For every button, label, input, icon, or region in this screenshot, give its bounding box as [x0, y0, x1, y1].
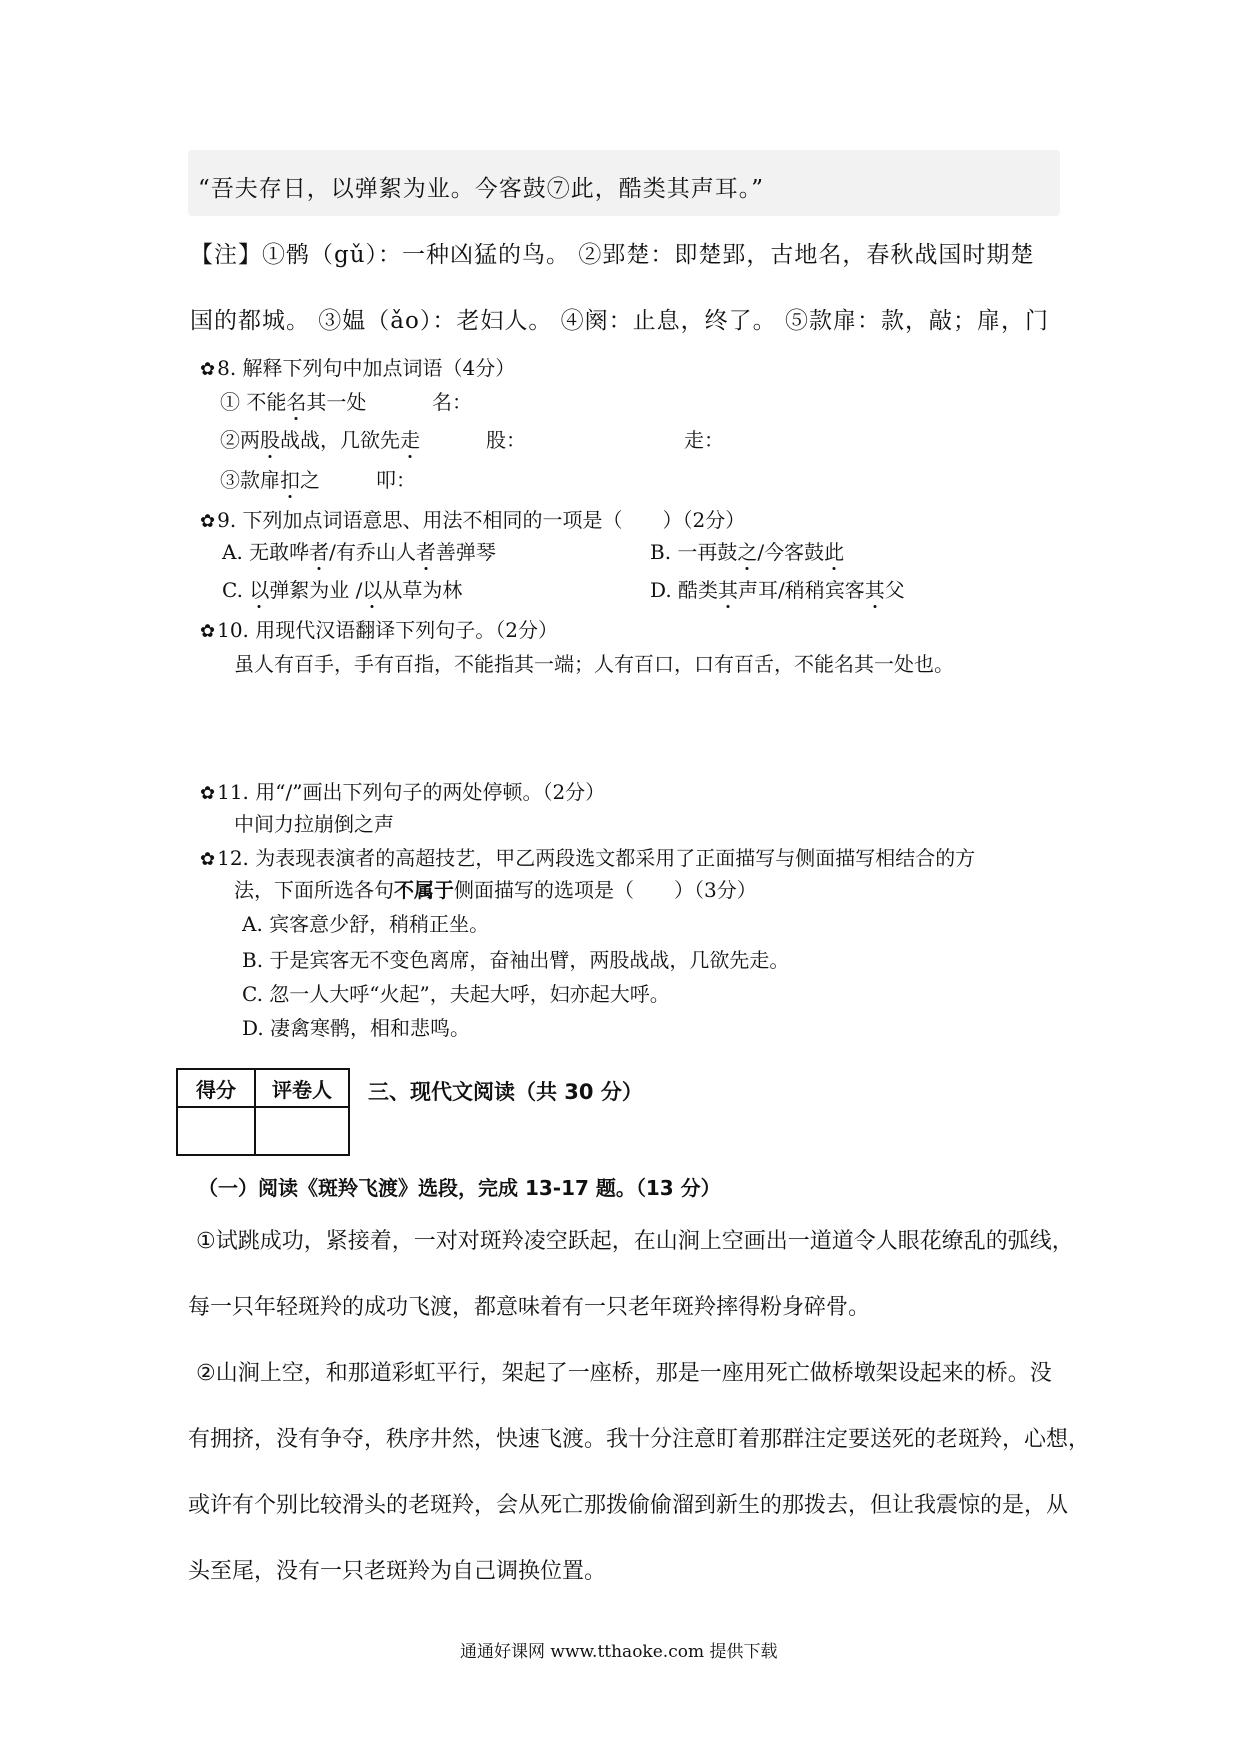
passage-p2-line-2: 有拥挤，没有争夺，秩序井然，快速飞渡。我十分注意盯着那群注定要送死的老斑羚，心想， [188, 1427, 1091, 1452]
passage-p2-line-1: ②山涧上空，和那道彩虹平行，架起了一座桥，那是一座用死亡做桥墩架设起来的桥。没 [196, 1361, 1052, 1386]
star-icon: ✿ [200, 511, 216, 532]
footer-source: 通通好课网 www.tthaoke.com 提供下载 [460, 1642, 778, 1662]
question-10-title: ✿ 10. 用现代汉语翻译下列句子。（2分） [200, 618, 558, 642]
subsection-1-title: （一）阅读《斑羚飞渡》选段，完成 13-17 题。（13 分） [198, 1176, 721, 1200]
star-icon: ✿ [200, 359, 216, 380]
star-icon: ✿ [200, 849, 216, 870]
question-8-title: ✿ 8. 解释下列句中加点词语（4分） [200, 356, 516, 380]
question-8-item-2: ②两股战战，几欲先走 [220, 428, 420, 452]
question-12-option-d: D. 凄禽寒鹘，相和悲鸣。 [242, 1016, 471, 1040]
section-3-title: 三、现代文阅读（共 30 分） [368, 1080, 643, 1104]
star-icon: ✿ [200, 621, 216, 642]
dotted-word: 名 [286, 390, 307, 414]
dotted-word: 扣 [280, 468, 300, 492]
answer-label-kou: 叩： [376, 468, 416, 492]
question-9-option-c: C. 以弹絮为业 /以从草为林 [222, 578, 463, 602]
question-12-title-line-1: ✿ 12. 为表现表演者的高超技艺，甲乙两段选文都采用了正面描写与侧面描写相结合的方 [200, 846, 976, 870]
passage-p1-line-2: 每一只年轻斑羚的成功飞渡，都意味着有一只老年斑羚摔得粉身碎骨。 [188, 1295, 871, 1320]
question-12-option-a: A. 宾客意少舒，稍稍正坐。 [242, 912, 490, 936]
question-12-title-line-2: 法，下面所选各句不属于侧面描写的选项是（ ）（3分） [234, 878, 757, 902]
question-8-item-1: ① 不能名其一处 [220, 390, 367, 414]
grader-cell [255, 1107, 349, 1155]
passage-p1-line-1: ①试跳成功，紧接着，一对对斑羚凌空跃起，在山涧上空画出一道道令人眼花缭乱的弧线， [196, 1229, 1074, 1254]
dotted-word: 股 [260, 428, 280, 452]
passage-p2-line-4: 头至尾，没有一只老斑羚为自己调换位置。 [188, 1559, 607, 1584]
question-10-sentence: 虽人有百手，手有百指，不能指其一端；人有百口，口有百舌，不能名其一处也。 [234, 652, 954, 676]
question-12-option-b: B. 于是宾客无不变色离席，奋袖出臂，两股战战，几欲先走。 [242, 948, 790, 972]
question-9-option-d: D. 酷类其声耳/稍稍宾客其父 [650, 578, 905, 602]
star-icon: ✿ [200, 783, 216, 804]
grader-header: 评卷人 [255, 1069, 349, 1107]
score-table [176, 1068, 350, 1156]
question-9-option-b: B. 一再鼓之/今客鼓此 [650, 540, 845, 564]
answer-label-zou: 走： [684, 428, 724, 452]
passage-quote: “吾夫存日，以弹絮为业。今客鼓⑦此，酷类其声耳。” [198, 176, 765, 202]
notes-line-2: 国的都城。 ③媪（ǎo）：老妇人。 ④阕：止息，终了。 ⑤款扉：款，敲；扉，门 [190, 308, 1049, 334]
question-11-title: ✿ 11. 用“/”画出下列句子的两处停顿。（2分） [200, 780, 606, 804]
question-11-sentence: 中间力拉崩倒之声 [234, 812, 394, 836]
question-12-option-c: C. 忽一人大呼“火起”，夫起大呼，妇亦起大呼。 [242, 982, 670, 1006]
passage-p2-line-3: 或许有个别比较滑头的老斑羚，会从死亡那拨偷偷溜到新生的那拨去，但让我震惊的是，从 [188, 1493, 1069, 1518]
answer-label-ming: 名： [432, 390, 472, 414]
answer-label-gu: 股： [486, 428, 526, 452]
question-8-item-3: ③款扉扣之 [220, 468, 320, 492]
question-9-option-a: A. 无敢哗者/有乔山人者善弹琴 [222, 540, 496, 564]
question-9-title: ✿ 9. 下列加点词语意思、用法不相同的一项是（ ）（2分） [200, 508, 746, 532]
notes-line-1: 【注】①鹘（gǔ）：一种凶猛的鸟。 ②郢楚：即楚郢，古地名，春秋战国时期楚 [190, 242, 1035, 268]
score-header: 得分 [177, 1069, 255, 1107]
score-cell [177, 1107, 255, 1155]
dotted-word: 走 [400, 428, 420, 452]
